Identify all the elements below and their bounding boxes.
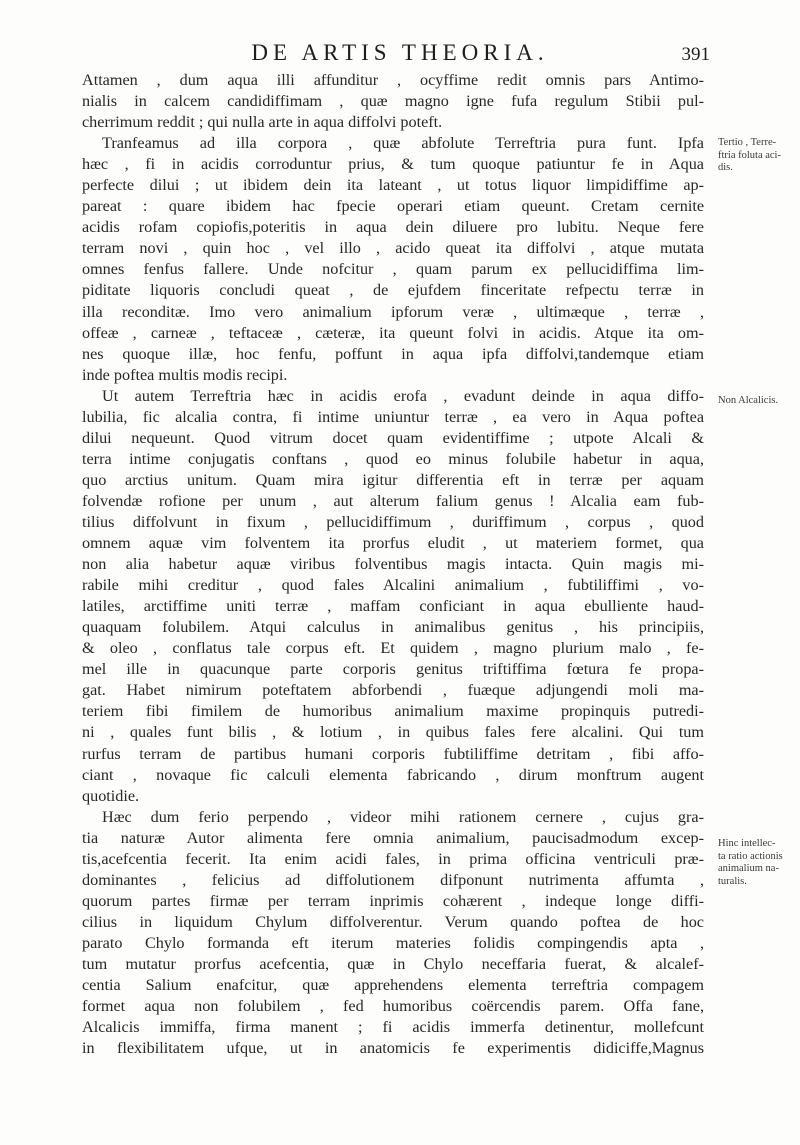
text-line: terram novi , quin hoc , vel illo , acido queat ita diffolvi , atque mutata — [82, 239, 704, 258]
text-line: quo arctius unitum. Quam mira igitur differentia eft in terræ per aquam — [82, 470, 704, 489]
text-line: Hæc dum ferio perpendo , videor mihi rationem cernere , cujus gra- — [102, 807, 704, 826]
text-line: & oleo , conflatus tale corpus eft. Et quidem , magno plurium malo , fe- — [82, 639, 704, 658]
text-line: Tranfeamus ad illa corpora , quæ abfolute Terreftria pura funt. Ipfa — [102, 134, 704, 153]
text-line: pareat : quare ibidem hac fpecie operari etiam queunt. Cretam cernite — [82, 197, 704, 216]
text-line: cilius in liquidum Chylum diffolverentur. Verum quando poftea de hoc — [82, 912, 704, 931]
text-line: omnes fenfus fallere. Unde nofcitur , quam parum ex pellucidiffima lim- — [82, 260, 704, 279]
text-line: dominantes , felicius ad diffolutionem difponunt nutrimenta affumta , — [82, 870, 704, 889]
margin-note-alcalia — [718, 395, 794, 408]
body-text — [82, 70, 704, 1080]
text-line: quorum partes firmæ per terram inprimis cohærent , indeque longe diffi- — [82, 891, 704, 910]
text-line: rurfus terram de partibus humani corporis fubtiliffime detritam , fibi affo- — [82, 744, 704, 763]
text-line: acidis rofam copiofis,poteritis in aqua dein diluere pro lubitu. Neque fere — [82, 218, 704, 237]
text-line: tum mutatur prorfus acefcentia, quæ in Chylo neceffaria fuerat, & alcalef- — [82, 954, 704, 973]
page-number: 391 — [681, 44, 710, 65]
text-line: teriem fibi fimilem de humoribus animalium maxime propinquis putredi- — [82, 702, 704, 721]
text-line: folvendæ rofione per unum , aut alterum falium genus ! Alcalia eam fub- — [82, 491, 704, 510]
text-line: illa reconditæ. Imo vero animalium ipforum veræ , ultimæque , terræ , — [82, 302, 704, 321]
text-line: latiles, arctiffime uniti terræ , maffam conficiant in aqua ebulliente haud- — [82, 597, 704, 616]
margin-note-hinc — [718, 838, 794, 888]
text-line: offeæ , carneæ , teftaceæ , cæteræ, ita queunt folvi in acidis. Atque ita om- — [82, 323, 704, 342]
margin-note-line: turalis. — [718, 875, 747, 887]
text-line: tia naturæ Autor alimenta fere omnia animalium, paucisadmodum excep- — [82, 828, 704, 847]
text-line: inde poftea multis modis recipi. — [82, 365, 288, 384]
text-line: ni , quales funt bilis , & lotium , in quibus fales fere alcalini. Qui tum — [82, 723, 704, 742]
text-line: Attamen , dum aqua illi affunditur , ocyffime redit omnis pars Antimo- — [82, 71, 704, 89]
text-line: parato Chylo formanda eft iterum materies folidis compingendis apta , — [82, 933, 704, 952]
text-line: Ut autem Terreftria hæc in acidis erofa , evadunt deinde in aqua diffo- — [102, 386, 704, 405]
text-line: tilius diffolvunt in fixum , pellucidiffimum , duriffimum , corpus , quod — [82, 512, 704, 531]
margin-note-line: ta ratio actionis — [718, 850, 783, 862]
text-line: quaquam folubilem. Atqui calculus in animalibus genitus , his principiis, — [82, 618, 704, 637]
text-line: piditate liquoris concludi queat , de ejufdem finceritate refpectu terræ in — [82, 281, 704, 300]
text-line: tis,acefcentia fecerit. Ita enim acidi fales, in prima officina ventriculi præ- — [82, 849, 704, 868]
text-line: ciant , novaque fic calculi elementa fabricando , dirum monftrum augent — [82, 765, 704, 784]
text-line: gat. Habet nimirum poteftatem abforbendi , fuæque adjungendi moli ma- — [82, 681, 704, 700]
text-line: mel ille in quacunque parte corporis genitus triftiffima fœtura fe propa- — [82, 660, 704, 679]
text-line: non alia habetur aquæ viribus folventibus magis intacta. Quin magis mi- — [82, 555, 704, 574]
text-line: rabile mihi creditur , quod fales Alcalini animalium , fubtiliffimi , vo- — [82, 576, 704, 595]
text-line: quotidie. — [82, 786, 140, 805]
margin-note-line: Non Alcalicis. — [718, 395, 779, 406]
text-line — [82, 1059, 704, 1080]
page-header — [90, 40, 710, 70]
text-line: perfecte dilui ; ut ibidem dein ita lateant , ut totus liquor limpidiffime ap- — [82, 176, 704, 195]
text-line: terra intime conjugatis conftans , quod eo minus folubile habetur in aqua, — [82, 449, 704, 468]
margin-note-line: animalium na- — [718, 863, 779, 874]
text-line: cherrimum reddit ; qui nulla arte in aqua diffolvi poteft. — [82, 113, 443, 132]
text-line: formet aqua non folubilem , fed humoribus coërcendis parem. Offa fane, — [82, 997, 704, 1016]
text-line: dilui nequeunt. Quod vitrum docet quam evidentiffime ; utpote Alcali & — [82, 428, 704, 447]
text-line: omnem aquæ vim folventem ita prorfus eludit , ut materiem formet, qua — [82, 534, 704, 553]
text-line: Alcalicis immiffa, firma manent ; fi acidis immerfa detinentur, mollefcunt — [82, 1018, 704, 1037]
margin-note-line: dis. — [718, 162, 733, 173]
margin-note-line: Hinc intellec- — [718, 838, 776, 849]
text-line: centia Salium enafcitur, quæ apprehendens elementa terreftria compagem — [82, 976, 704, 995]
text-line: lubilia, fic alcalia contra, fi intime uniuntur terræ , ea vero in Aqua poftea — [82, 407, 704, 426]
text-line: hæc , fi in acidis corroduntur prius, & tum quoque patiuntur fe in Aqua — [82, 155, 704, 174]
margin-note-line: ftria foluta aci- — [718, 149, 781, 161]
text-line: in flexibilitatem ufque, ut in anatomicis fe experimentis didiciffe,Magnus — [82, 1039, 704, 1058]
text-line: nes quoque illæ, hoc fenfu, poffunt in aqua ipfa diffolvi,tandemque etiam — [82, 344, 704, 363]
text-line: nialis in calcem candidiffimam , quæ magno igne fufa regulum Stibii pul- — [82, 92, 704, 111]
margin-note-line: Tertio , Terre- — [718, 137, 777, 148]
margin-note-terrestria — [718, 137, 794, 175]
running-title: DE ARTIS THEORIA. — [251, 40, 549, 65]
